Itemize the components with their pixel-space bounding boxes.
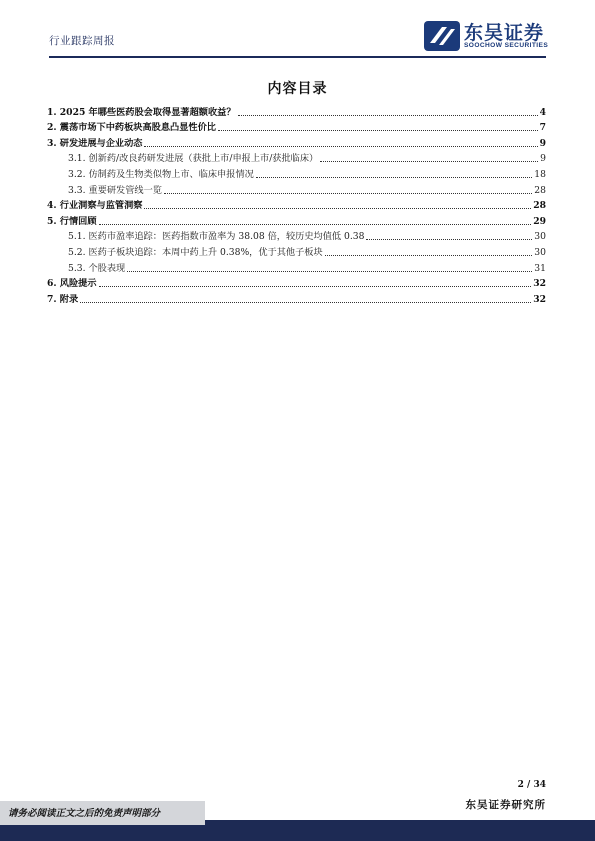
soochow-logo-icon — [424, 21, 460, 51]
toc-entry-label: 3.1. 创新药/改良药研发进展（获批上市/申报上市/获批临床） — [68, 153, 319, 165]
toc-entry-page: 4 — [539, 106, 546, 118]
toc-dot-leader — [99, 224, 532, 225]
toc-dot-leader — [127, 271, 532, 272]
toc-entry[interactable] — [47, 259, 546, 275]
toc-entry[interactable] — [47, 150, 546, 166]
toc-entry-label: 6. 风险提示 — [47, 278, 97, 290]
toc-entry-label: 5. 行情回顾 — [47, 215, 97, 227]
footer-dark-band — [205, 820, 595, 841]
toc-entry-page: 28 — [534, 184, 546, 196]
company-logo — [424, 18, 554, 54]
toc-entry[interactable] — [47, 165, 546, 181]
toc-entry-page: 9 — [540, 153, 546, 165]
toc-dot-leader — [80, 302, 531, 303]
toc-entry-label: 5.1. 医药市盈率追踪：医药指数市盈率为 38.08 倍，较历史均值低 0.38 — [68, 231, 365, 243]
toc-dot-leader — [238, 115, 538, 116]
toc-title: 内容目录 — [267, 81, 328, 97]
toc-entry-label: 5.2. 医药子板块追踪：本周中药上升 0.38%，优于其他子板块 — [68, 246, 323, 258]
toc-entry-page: 7 — [539, 122, 546, 134]
toc-entry[interactable] — [47, 119, 546, 135]
toc-entry-page: 30 — [534, 246, 546, 258]
toc-entry[interactable] — [47, 275, 546, 291]
toc-entry-page: 18 — [534, 168, 546, 180]
table-of-contents — [47, 103, 546, 306]
toc-dot-leader — [144, 208, 531, 209]
toc-dot-leader — [256, 177, 532, 178]
header-divider — [49, 56, 546, 58]
footer-dark-band-left — [0, 825, 205, 841]
toc-entry[interactable] — [47, 243, 546, 259]
toc-entry-page: 9 — [539, 137, 546, 149]
report-type-label: 行业跟踪周报 — [49, 35, 115, 47]
toc-entry[interactable] — [47, 197, 546, 213]
toc-entry-label: 4. 行业洞察与监管洞察 — [47, 200, 143, 212]
toc-entry-label: 3.3. 重要研发管线一览 — [68, 184, 162, 196]
logo-chinese-name: 东吴证券 — [464, 22, 545, 44]
toc-dot-leader — [99, 286, 532, 287]
toc-entry[interactable] — [47, 228, 546, 244]
toc-entry-page: 31 — [534, 262, 546, 274]
toc-entry[interactable] — [47, 134, 546, 150]
toc-entry-label: 1. 2025 年哪些医药股会取得显著超额收益？ — [47, 106, 236, 118]
toc-dot-leader — [218, 130, 538, 131]
toc-dot-leader — [366, 239, 532, 240]
toc-entry-label: 3. 研发进展与企业动态 — [47, 137, 143, 149]
toc-dot-leader — [164, 193, 532, 194]
page-number: 2 / 34 — [517, 780, 546, 790]
toc-dot-leader — [320, 161, 538, 162]
toc-dot-leader — [325, 255, 533, 256]
toc-dot-leader — [144, 146, 537, 147]
toc-entry-page: 28 — [533, 200, 546, 212]
toc-entry-label: 3.2. 仿制药及生物类似物上市、临床申报情况 — [68, 168, 254, 180]
toc-entry[interactable] — [47, 290, 546, 306]
toc-entry-page: 32 — [533, 293, 546, 305]
logo-english-name: SOOCHOW SECURITIES — [464, 42, 549, 49]
toc-entry-page: 29 — [533, 215, 546, 227]
toc-entry-label: 7. 附录 — [47, 293, 79, 305]
footer-disclaimer: 请务必阅读正文之后的免责声明部分 — [8, 808, 161, 819]
toc-entry-label: 5.3. 个股表现 — [68, 262, 126, 274]
toc-entry[interactable] — [47, 212, 546, 228]
toc-entry-page: 32 — [533, 278, 546, 290]
toc-entry[interactable] — [47, 181, 546, 197]
footer-organization: 东吴证券研究所 — [465, 799, 546, 811]
toc-entry[interactable] — [47, 103, 546, 119]
toc-entry-page: 30 — [534, 231, 546, 243]
toc-entry-label: 2. 震荡市场下中药板块高股息凸显性价比 — [47, 122, 216, 134]
